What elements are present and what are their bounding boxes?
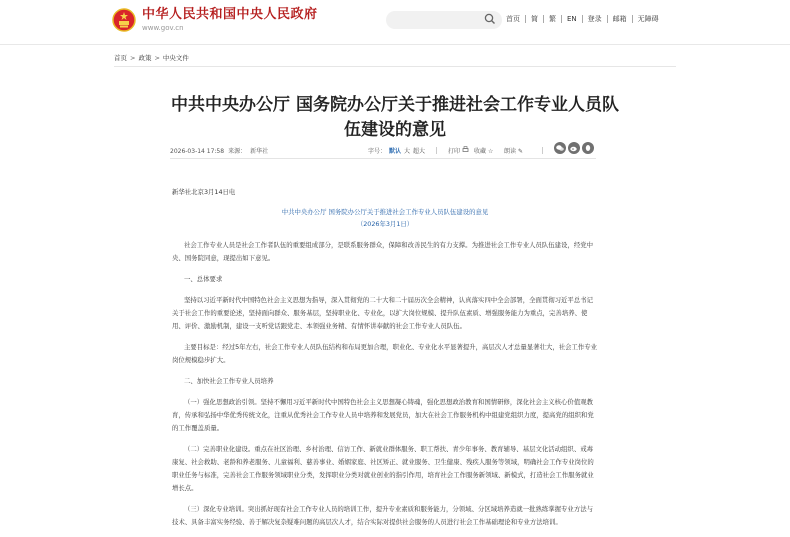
paragraph: 坚持以习近平新时代中国特色社会主义思想为指导，深入贯彻党的二十大和二十届历次全会精神，认真落实四中全会部署，全面贯彻习近平总书记关于社会工作的重要论述，坚持面向群众、服务基层，坚持职业化、专业化，以扩大岗位规模、提升队伍素质、增强服务能力为重点，完善培养、使用、评价、激励机制，建设一支听党话跟党走、本领强业务精、有情怀讲奉献的社会工作专业人员队伍。: [172, 296, 593, 330]
paragraph: （二）完善职业化建设。重点在社区治理、乡村治理、信访工作、新就业群体服务、职工帮扶、青少年事务、教育辅导、基层文化活动组织、戒毒康复、社会救助、老龄和养老服务、儿童福利、慈善事业、婚姻家庭、社区矫正、就业服务、卫生健康、残疾人服务等领域，明确社会工作专业岗位的职业任务与标准，完善社会工作服务领域职业分类，发挥职业分类对就业创业的指引作用，培育社会工作服务新领域、新模式，打造社会工作服务就业增长点。: [172, 445, 594, 492]
print-label: 打印: [448, 148, 461, 155]
nav-traditional[interactable]: 繁: [549, 15, 556, 23]
nav-accessibility[interactable]: 无障碍: [637, 15, 659, 23]
site-title: 中华人民共和国中央人民政府: [142, 7, 318, 22]
breadcrumb-central-documents[interactable]: 中央文件: [162, 54, 189, 62]
article-info-bar: [170, 142, 596, 159]
breadcrumb-separator: >: [154, 53, 160, 62]
wechat-share-icon[interactable]: [554, 142, 566, 154]
publish-date: 2026-03-14 17:58: [170, 148, 225, 155]
top-nav: [501, 14, 664, 24]
site-logo[interactable]: [112, 7, 318, 33]
toolbar-divider: [542, 147, 543, 154]
dateline: 新华社北京3月14日电: [172, 188, 236, 196]
article-meta: [170, 146, 272, 155]
share-buttons: [554, 142, 596, 154]
nav-english[interactable]: EN: [567, 15, 577, 23]
print-button[interactable]: [448, 146, 469, 155]
breadcrumb-divider: [114, 66, 676, 67]
favorite-button[interactable]: [474, 146, 493, 155]
paragraph: （一）强化思想政治引领。坚持不懈用习近平新时代中国特色社会主义思想凝心铸魂，强化思想政治教育和国情研修，深化社会主义核心价值观教育，传承和弘扬中华优秀传统文化，注重从优秀社会工作专业人员中培养和发展党员，加大在社会工作服务机构中组建党组织力度，提高党的组织和党的工作覆盖质量。: [172, 398, 594, 432]
source-label: 来源：: [228, 148, 247, 155]
font-size-control: [368, 146, 428, 155]
toolbar-divider: [436, 147, 437, 154]
search-icon[interactable]: [483, 12, 497, 26]
paragraph: 主要目标是：经过5年左右，社会工作专业人员队伍结构和布局更加合理，职业化、专业化水平显著提升，高层次人才总量显著壮大，社会工作专业岗位规模稳步扩大。: [172, 343, 598, 364]
weibo-share-icon[interactable]: [568, 142, 580, 154]
section-heading: 二、加快社会工作专业人员培养: [184, 377, 274, 385]
breadcrumb: [114, 53, 189, 62]
breadcrumb-policy[interactable]: 政策: [138, 54, 152, 62]
nav-login[interactable]: 登录: [587, 15, 602, 23]
star-icon: ☆: [487, 148, 494, 155]
nav-simplified[interactable]: 简: [531, 15, 538, 23]
read-aloud-label: 朗读: [504, 148, 517, 155]
page-title: 中共中央办公厅 国务院办公厅关于推进社会工作专业人员队伍建设的意见: [171, 95, 619, 141]
nav-home[interactable]: 首页: [506, 15, 520, 23]
site-header: [0, 0, 790, 45]
site-url: www.gov.cn: [142, 24, 184, 32]
print-icon: [462, 146, 469, 153]
breadcrumb-separator: >: [130, 53, 136, 62]
nav-mail[interactable]: 邮箱: [612, 15, 627, 23]
font-size-extra-large[interactable]: 超大: [413, 148, 426, 155]
source-name: 新华社: [250, 148, 269, 155]
font-size-default[interactable]: 默认: [389, 148, 402, 155]
font-size-label: 字号：: [368, 148, 387, 155]
national-emblem-icon: [112, 7, 136, 33]
favorite-label: 收藏: [474, 148, 487, 155]
qq-share-icon[interactable]: [582, 142, 594, 154]
font-size-large[interactable]: 大: [404, 148, 411, 155]
read-aloud-button[interactable]: [504, 146, 523, 155]
pen-icon: ✎: [517, 148, 523, 155]
document-subtitle: 中共中央办公厅 国务院办公厅关于推进社会工作专业人员队伍建设的意见: [281, 208, 489, 216]
paragraph: 社会工作专业人员是社会工作者队伍的重要组成部分，是联系服务群众，保障和改善民生的有力支撑。为推进社会工作专业人员队伍建设，经党中央、国务院同意，现提出如下意见。: [172, 241, 593, 262]
section-heading: 一、总体要求: [184, 275, 223, 283]
document-date: （2026年3月1日）: [356, 220, 414, 228]
article-body: [172, 186, 598, 537]
breadcrumb-home[interactable]: 首页: [114, 54, 127, 62]
paragraph: （三）深化专业培训。突出抓好现有社会工作专业人员的培训工作，提升专业素质和服务能力，分领域、分区域培养造就一批熟练掌握专业方法与技术、具备丰富实务经验、善于解决复杂疑难问题的高层次人才，结合实际对提供社会服务的人员进行社会工作基础理论和专业方法培训。: [172, 505, 593, 526]
